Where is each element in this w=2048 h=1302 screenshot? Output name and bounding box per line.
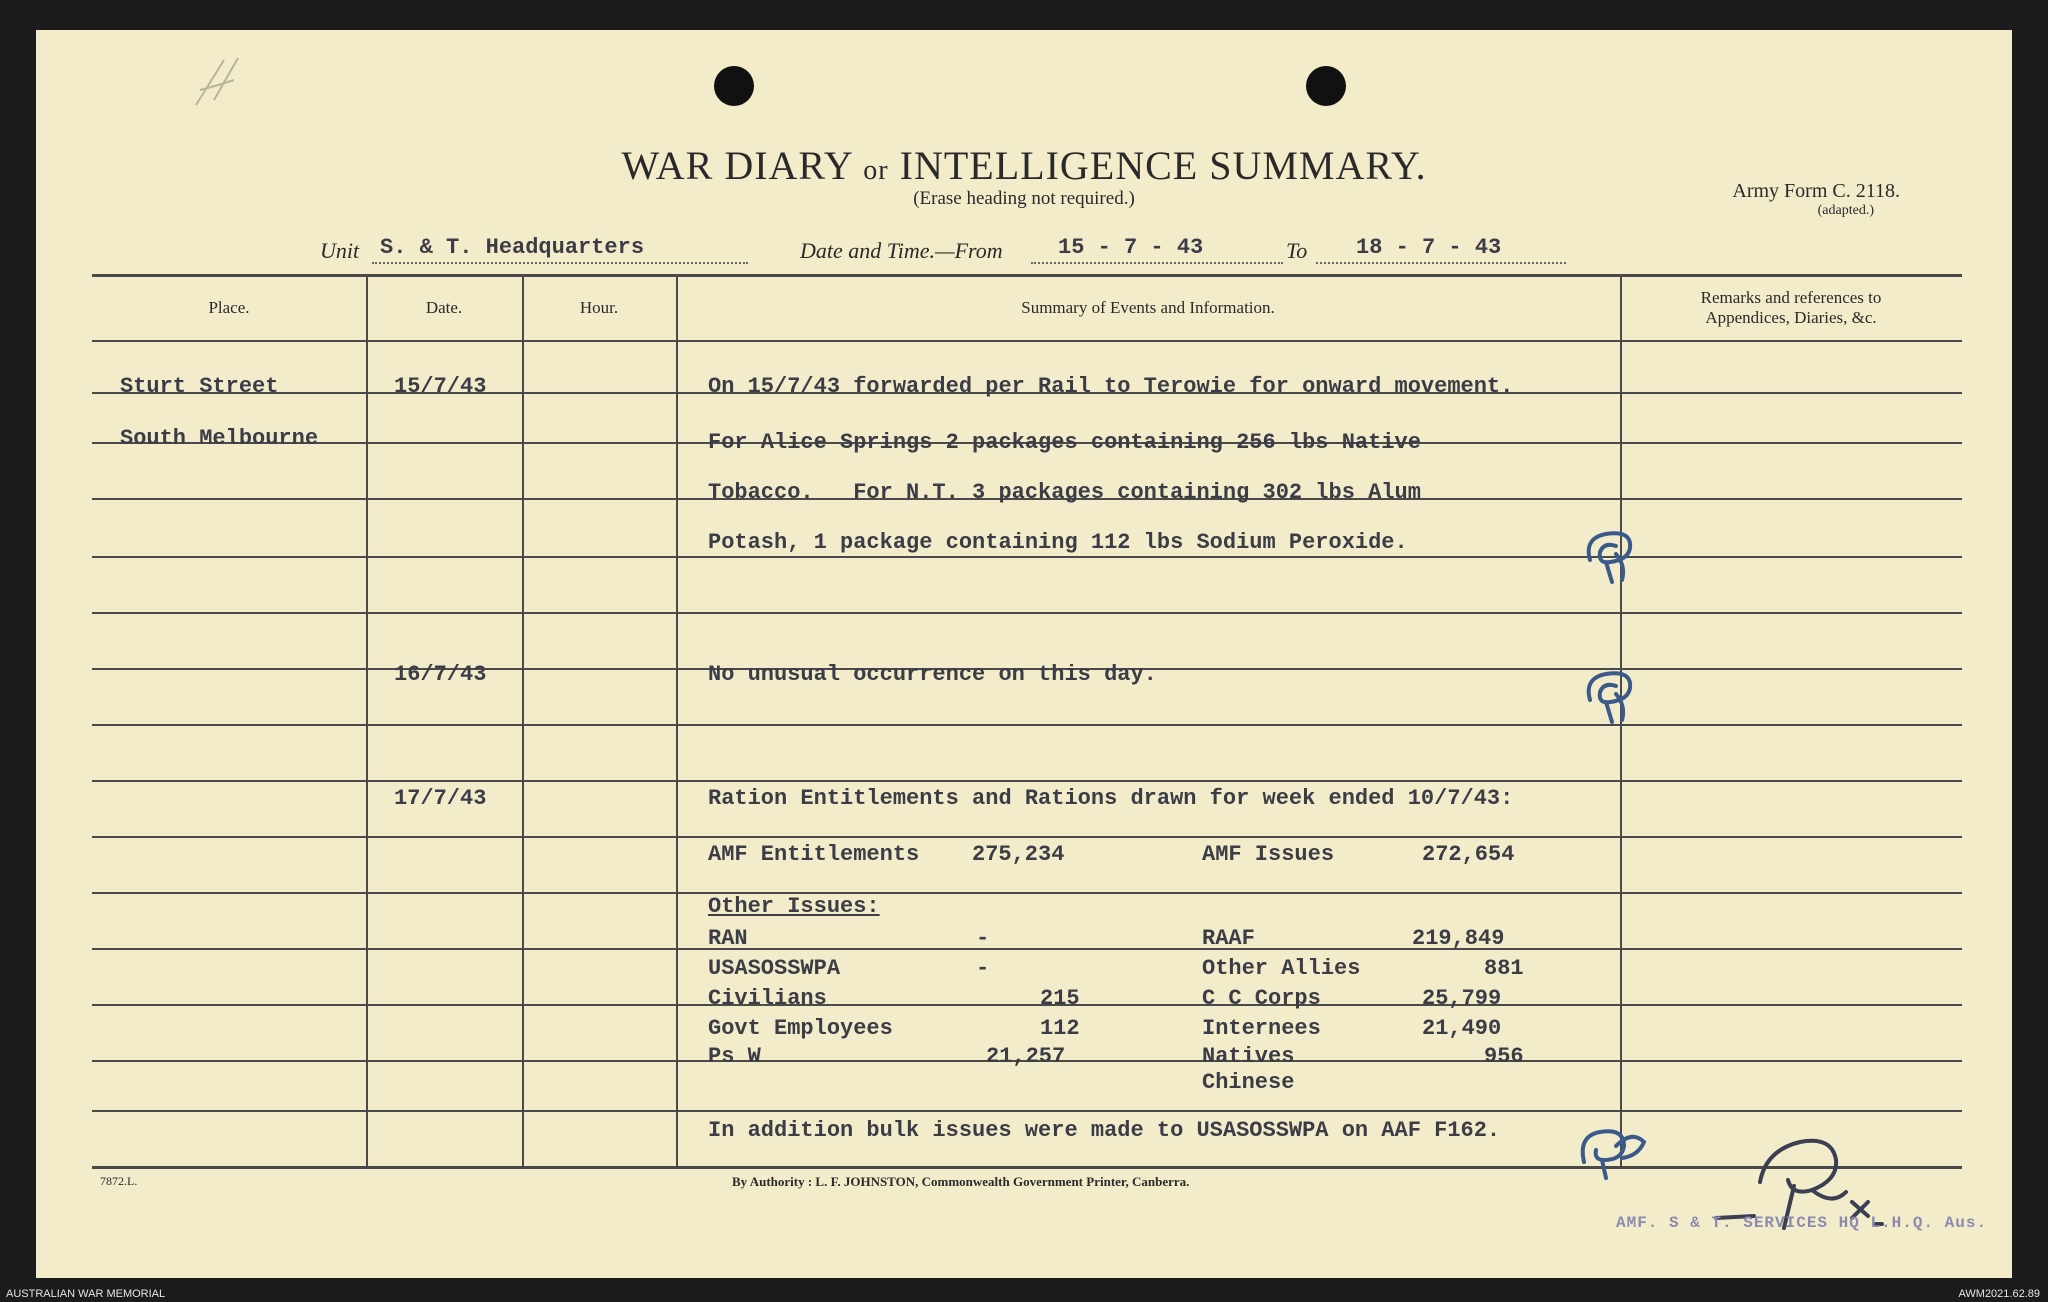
ruled-line [92,892,1962,894]
ruled-line [92,556,1962,558]
unit-stamp: AMF. S & T. SERVICES HQ L.H.Q. Aus. [1616,1214,1988,1232]
date-entry-2: 16/7/43 [394,662,487,687]
issue-value: 25,799 [1422,986,1502,1011]
column-rule-date-hour [522,276,524,1166]
date-time-from-label: Date and Time.—From [800,238,1003,263]
printer-authority: By Authority : L. F. JOHNSTON, Commonwealth Government Printer, Canberra. [732,1174,1190,1189]
summary-entry2: No unusual occurrence on this day. [708,662,1157,687]
issue-value: 21,490 [1422,1016,1502,1041]
title-or: or [863,155,889,186]
to-date-value: 18 - 7 - 43 [1356,235,1502,260]
from-date-value: 15 - 7 - 43 [1058,235,1204,260]
column-rule-place-date [366,276,368,1166]
table-header-rule [92,340,1962,342]
unit-label: Unit [320,238,360,263]
issue-label: Natives [1202,1044,1295,1069]
amf-issues-label: AMF Issues [1202,842,1335,867]
table-bottom-rule [92,1166,1962,1169]
issue-label: Internees [1202,1016,1321,1041]
ruled-line [92,948,1962,950]
issue-label: Other Allies [1202,956,1361,981]
to-label: To [1286,238,1308,263]
column-header-remarks [1620,288,1962,328]
place-line2: South Melbourne [120,426,319,451]
issue-value: 881 [1484,956,1524,981]
ruled-line [92,724,1962,726]
handwritten-initials [1576,660,1648,726]
remarks-header-line1: Remarks and references to [1700,288,1882,307]
unit-dotted-line [372,262,748,264]
war-diary-sheet [36,30,2012,1278]
army-form-adapted: (adapted.) [1817,203,1874,218]
ruled-line [92,1110,1962,1112]
punch-hole-left [714,66,754,106]
title-war-diary: WAR DIARY [621,143,853,188]
issue-value: 956 [1484,1044,1524,1069]
summary-entry1-line2: For Alice Springs 2 packages containing 256 lbs Native [708,430,1421,455]
issue-label: USASOSSWPA [708,956,841,981]
issue-value: 112 [1040,1016,1080,1041]
summary-entry1-line4: Potash, 1 package containing 112 lbs Sodium Peroxide. [708,530,1408,555]
army-form-reference [1732,180,1900,219]
issue-value: - [976,926,990,951]
remarks-header-line2: Appendices, Diaries, &c. [1705,308,1877,327]
archive-credit-right: AWM2021.62.89 [1958,1288,2040,1300]
unit-value: S. & T. Headquarters [380,235,645,260]
column-header-summary: Summary of Events and Information. [1021,298,1275,317]
issue-value: 219,849 [1412,926,1505,951]
issue-label: RAAF [1202,926,1255,951]
date-entry-1: 15/7/43 [394,374,487,399]
summary-entry3-heading: Ration Entitlements and Rations drawn for week ended 10/7/43: [708,786,1514,811]
column-header-date: Date. [425,298,463,317]
handwritten-initials [1576,520,1648,586]
summary-entry1-line3: Tobacco. For N.T. 3 packages containing 302 lbs Alum [708,480,1421,505]
date-entry-3: 17/7/43 [394,786,487,811]
column-header-place: Place. [208,298,250,317]
form-print-number: 7872.L. [100,1174,138,1188]
handwritten-initials [1572,1116,1652,1182]
amf-entitlements-label: AMF Entitlements [708,842,920,867]
ruled-line [92,780,1962,782]
punch-hole-right [1306,66,1346,106]
issue-value: - [976,956,990,981]
form-title [36,142,2012,189]
issue-label: Civilians [708,986,827,1011]
issue-label: RAN [708,926,748,951]
issue-label: Ps W [708,1044,761,1069]
army-form-number: Army Form C. 2118. [1732,180,1900,202]
to-dotted-line [1316,262,1566,264]
issue-label-chinese: Chinese [1202,1070,1295,1095]
place-line1: Sturt Street [120,374,279,399]
issue-value: 215 [1040,986,1080,1011]
summary-bulk-issues: In addition bulk issues were made to USASOSSWPA on AAF F162. [708,1118,1501,1143]
amf-entitlements-value: 275,234 [972,842,1065,867]
issue-value: 21,257 [986,1044,1066,1069]
column-header-hour: Hour. [579,298,619,317]
ruled-line [92,612,1962,614]
issue-label: Govt Employees [708,1016,893,1041]
from-dotted-line [1031,262,1283,264]
title-intelligence-summary: INTELLIGENCE SUMMARY. [899,143,1427,188]
ruled-line [92,1004,1962,1006]
amf-issues-value: 272,654 [1422,842,1515,867]
archive-credit-left: AUSTRALIAN WAR MEMORIAL [6,1288,166,1300]
ruled-line [92,836,1962,838]
issue-label: C C Corps [1202,986,1321,1011]
form-subtitle: (Erase heading not required.) [913,188,1135,209]
table-top-rule [92,274,1962,277]
other-issues-heading: Other Issues: [708,894,880,919]
pencil-mark [186,50,256,120]
column-rule-hour-summary [676,276,678,1166]
summary-entry1-line1: On 15/7/43 forwarded per Rail to Terowie for onward movement. [708,374,1514,399]
